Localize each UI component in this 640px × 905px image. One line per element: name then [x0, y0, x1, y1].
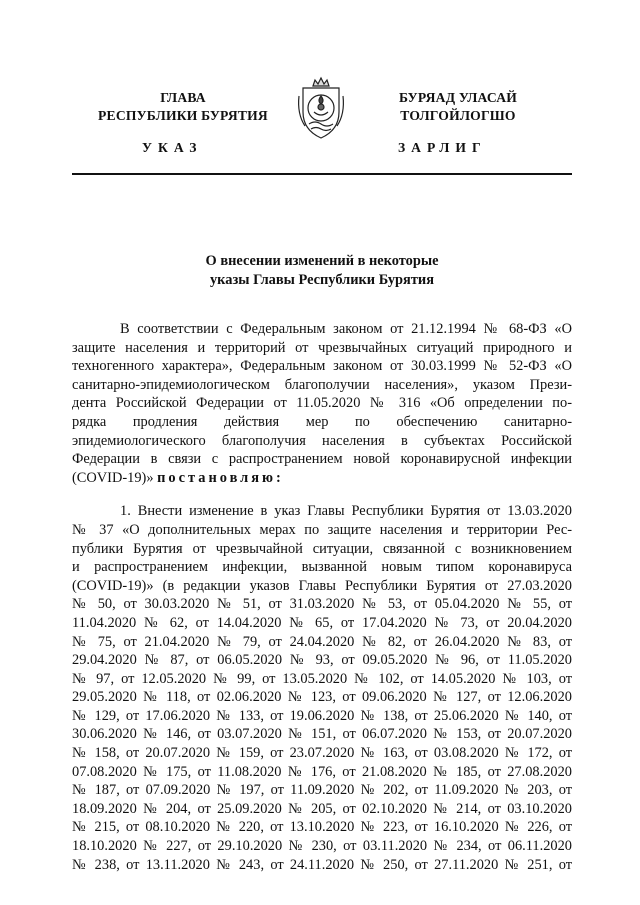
item1-line: № 75, от 21.04.2020 № 79, от 24.04.2020 № 82, от 26.04.2020 № 83, от	[72, 633, 572, 650]
title-line1: О внесении изменений в некоторые	[205, 253, 439, 269]
preamble-line: защите населения и территорий от чрезвычайных ситуаций природного и	[72, 339, 572, 356]
document-body	[72, 320, 572, 874]
document-title	[72, 252, 572, 290]
item1-line: (COVID-19)» (в редакции указов Главы Республики Бурятия от 27.03.2020	[72, 577, 572, 594]
preamble-last-line	[72, 469, 572, 488]
item1-line: 18.10.2020 № 227, от 29.10.2020 № 230, от 03.11.2020 № 234, от 06.11.2020	[72, 838, 572, 855]
preamble-line: дента Российской Федерации от 11.05.2020 № 316 «Об определении по-	[72, 395, 572, 412]
item1-line: 30.06.2020 № 146, от 03.07.2020 № 151, от 06.07.2020 № 153, от 20.07.2020	[72, 726, 572, 743]
preamble-line: Федерации в связи с распространением новой коронавирусной инфекции	[72, 451, 572, 468]
item1-line: № 129, от 17.06.2020 № 133, от 19.06.2020 № 138, от 25.06.2020 № 140, от	[72, 707, 572, 724]
header-right	[338, 89, 578, 125]
preamble-line: рядка продления действия мер по обеспечению санитарно-	[72, 413, 572, 430]
item1-line: № 187, от 07.09.2020 № 197, от 11.09.2020 № 202, от 11.09.2020 № 203, от	[72, 782, 572, 799]
item1-line: 29.04.2020 № 87, от 06.05.2020 № 93, от 09.05.2020 № 96, от 11.05.2020	[72, 652, 572, 669]
preamble-last-line-start: (COVID-19)»	[72, 469, 154, 486]
item1-line: № 158, от 20.07.2020 № 159, от 23.07.2020 № 163, от 03.08.2020 № 172, от	[72, 745, 572, 762]
header-left-line2: РЕСПУБЛИКИ БУРЯТИЯ	[98, 108, 268, 123]
preamble-line: эпидемиологического благополучия населения в субъектах Российской	[72, 432, 572, 449]
header-right-line1: БУРЯАД УЛАСАЙ	[398, 90, 518, 105]
preamble-line: техногенного характера», Федеральным законом от 30.03.1999 № 52-ФЗ «О	[72, 358, 572, 375]
preamble-line: санитарно-эпидемиологическом благополучии населения», указом Прези-	[72, 376, 572, 393]
item1-line: 18.09.2020 № 204, от 25.09.2020 № 205, от 02.10.2020 № 214, от 03.10.2020	[72, 800, 572, 817]
header-left-line1: ГЛАВА	[160, 90, 206, 105]
header-left	[63, 89, 303, 125]
item1-line: 07.08.2020 № 175, от 11.08.2020 № 176, от 21.08.2020 № 185, от 27.08.2020	[72, 763, 572, 780]
item1-line: и распространением инфекции, вызванной новым типом коронавируса	[72, 559, 572, 576]
act-type-right: ЗАРЛИГ	[398, 140, 487, 155]
item1-line: 1. Внести изменение в указ Главы Республики Бурятия от 13.03.2020	[120, 503, 572, 520]
preamble-paragraph	[72, 320, 572, 487]
title-line2: указы Главы Республики Бурятия	[209, 272, 434, 288]
header-divider	[72, 173, 572, 175]
item1-line: № 50, от 30.03.2020 № 51, от 31.03.2020 № 53, от 05.04.2020 № 55, от	[72, 596, 572, 613]
preamble-line: В соответствии с Федеральным законом от 21.12.1994 № 68-ФЗ «О	[120, 321, 572, 337]
item1-line: публики Бурятия от чрезвычайной ситуации, связанной с возникновением	[72, 540, 572, 557]
act-type-left: УКАЗ	[142, 140, 203, 155]
item1-paragraph	[72, 502, 572, 874]
item1-line: 29.05.2020 № 118, от 02.06.2020 № 123, от 09.06.2020 № 127, от 12.06.2020	[72, 689, 572, 706]
paragraph-gap	[72, 487, 572, 502]
item1-line: № 97, от 12.05.2020 № 99, от 13.05.2020 № 102, от 14.05.2020 № 103, от	[72, 670, 572, 687]
item1-line: № 37 «О дополнительных мерах по защите населения и территории Рес-	[72, 521, 572, 538]
item1-line: № 238, от 13.11.2020 № 243, от 24.11.2020 № 250, от 27.11.2020 № 251, от	[72, 856, 572, 873]
header-right-line2: ТОЛГОЙЛОГШО	[400, 108, 516, 123]
decree-word: постановляю:	[157, 469, 284, 486]
item1-line: 11.04.2020 № 62, от 14.04.2020 № 65, от 17.04.2020 № 73, от 20.04.2020	[72, 614, 572, 631]
item1-line: № 215, от 08.10.2020 № 220, от 13.10.2020 № 223, от 16.10.2020 № 226, от	[72, 819, 572, 836]
